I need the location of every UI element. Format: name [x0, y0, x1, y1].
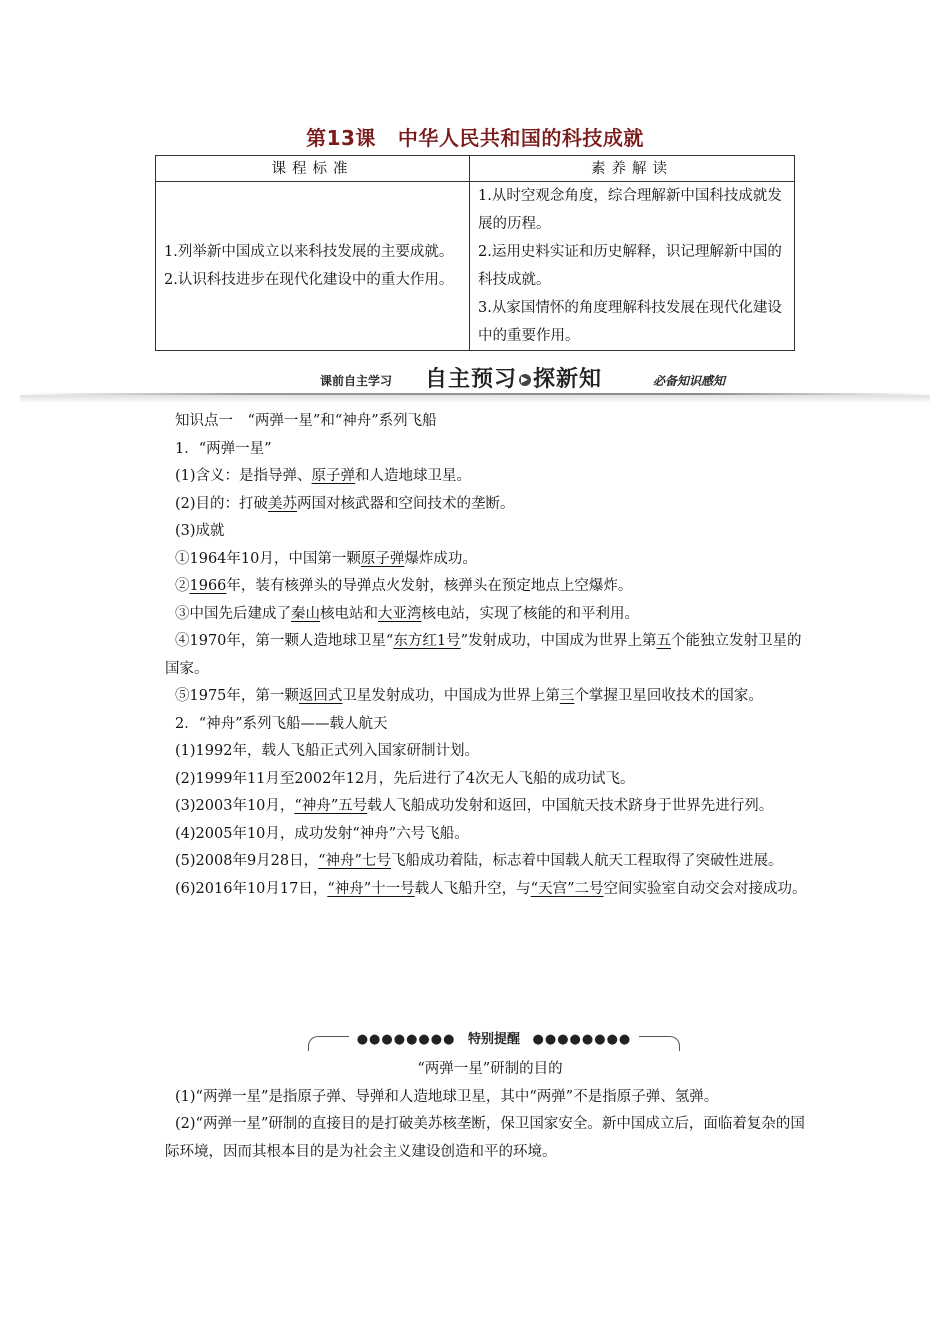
- banner-shadow: [20, 395, 930, 403]
- underlined-term: “天宫”二号: [530, 880, 604, 897]
- section-banner: [20, 362, 930, 398]
- dots-decoration-icon: ●●●●●●●●: [353, 1032, 460, 1047]
- section-heading: 知识点一 “两弹一星”和“神舟”系列飞船: [175, 413, 437, 429]
- underlined-term: “神舟”十一号: [327, 880, 415, 897]
- banner-left-label: 课前自主学习: [320, 374, 393, 388]
- underlined-term: 返回式: [298, 688, 343, 704]
- literacy-item: 2.运用史料实证和历史解释，识记理解新中国的科技成就。: [478, 244, 782, 288]
- paragraph: (3)成就: [175, 523, 225, 539]
- underlined-term: 秦山: [291, 605, 320, 622]
- tip-title: “两弹一星”研制的目的: [417, 1061, 563, 1077]
- achievement-item: ②1966年，装有核弹头的导弹点火发射，核弹头在预定地点上空爆炸。: [175, 578, 633, 594]
- banner-main-title: [425, 362, 602, 393]
- underlined-term: 大亚湾: [378, 605, 422, 622]
- literacy-item: 1.从时空观念角度，综合理解新中国科技成就发展的历程。: [478, 188, 782, 232]
- standards-table: [155, 155, 795, 351]
- underlined-term: 五: [656, 633, 671, 649]
- subsection-title: 1．“两弹一星”: [175, 440, 272, 457]
- special-tip-header: [308, 1028, 680, 1054]
- underlined-term: 东方红1号: [393, 633, 461, 649]
- banner-right-label: 必备知识感知: [653, 374, 726, 388]
- achievement-item: ③中国先后建成了秦山核电站和大亚湾核电站，实现了核能的和平利用。: [175, 605, 639, 622]
- standard-item: 1.列举新中国成立以来科技发展的主要成就。: [164, 244, 454, 260]
- underlined-term: “神舟”五号: [294, 798, 368, 814]
- main-content: [165, 408, 815, 903]
- achievement-item: ①1964年10月，中国第一颗原子弹爆炸成功。: [175, 550, 477, 567]
- banner-divider: [20, 393, 930, 395]
- tip-paragraph: (1)“两弹一星”是指原子弹、导弹和人造地球卫星，其中“两弹”不是指原子弹、氢弹。: [175, 1088, 719, 1105]
- tip-body: [165, 1056, 815, 1166]
- lesson-number: 第13课: [306, 126, 376, 150]
- tip-paragraph: (2)“两弹一星”研制的直接目的是打破美苏核垄断，保卫国家安全。新中国成立后，面临着复杂的国际环境，因而其根本目的是为社会主义建设创造和平的环境。: [165, 1116, 805, 1160]
- paragraph: (3)2003年10月，“神舟”五号载人飞船成功发射和返回，中国航天技术跻身于世界先进行列。: [175, 798, 774, 814]
- underlined-term: 原子弹: [311, 468, 356, 484]
- standard-item: 2.认识科技进步在现代化建设中的重大作用。: [164, 272, 454, 288]
- paragraph: (4)2005年10月，成功发射“神舟”六号飞船。: [175, 825, 469, 842]
- banner-main-part2: 探新知: [533, 367, 603, 392]
- achievement-item: ④1970年，第一颗人造地球卫星“东方红1号”发射成功，中国成为世界上第五个能独立发射卫星的国家。: [165, 633, 802, 677]
- table-header-literacy: 素养解读: [470, 156, 795, 182]
- literacy-item: 3.从家国情怀的角度理解科技发展在现代化建设中的重要作用。: [478, 300, 782, 344]
- achievement-item: ⑤1975年，第一颗返回式卫星发射成功，中国成为世界上第三个掌握卫星回收技术的国家。: [175, 688, 763, 704]
- page-title: [0, 122, 950, 151]
- paragraph: (2)目的：打破美苏两国对核武器和空间技术的垄断。: [175, 495, 515, 512]
- paragraph: (1)含义：是指导弹、原子弹和人造地球卫星。: [175, 468, 472, 484]
- paragraph: (1)1992年，载人飞船正式列入国家研制计划。: [175, 743, 479, 759]
- underlined-term: “神舟”七号: [318, 853, 391, 869]
- subsection-title: 2．“神舟”系列飞船——载人航天: [175, 715, 388, 732]
- banner-main-part1: 自主预习: [425, 367, 518, 392]
- literacy-cell: [470, 182, 795, 351]
- underlined-term: 1966: [189, 578, 227, 594]
- paragraph: (2)1999年11月至2002年12月，先后进行了4次无人飞船的成功试飞。: [175, 770, 635, 787]
- standard-cell: [156, 182, 470, 351]
- tip-label: ●●●●●●●● 特别提醒 ●●●●●●●●: [349, 1032, 640, 1047]
- dots-decoration-icon: ●●●●●●●●: [529, 1032, 636, 1047]
- paragraph: (5)2008年9月28日，“神舟”七号飞船成功着陆，标志着中国载人航天工程取得了突破性进展。: [175, 853, 783, 869]
- arrow-right-icon: ▶: [519, 374, 531, 386]
- underlined-term: 三: [559, 688, 575, 704]
- table-header-standard: 课程标准: [156, 156, 470, 182]
- lesson-name: 中华人民共和国的科技成就: [397, 126, 644, 150]
- underlined-term: 原子弹: [360, 550, 405, 567]
- underlined-term: 美苏: [268, 495, 298, 512]
- paragraph: (6)2016年10月17日，“神舟”十一号载人飞船升空，与“天宫”二号空间实验室自动交会对接成功。: [175, 880, 807, 897]
